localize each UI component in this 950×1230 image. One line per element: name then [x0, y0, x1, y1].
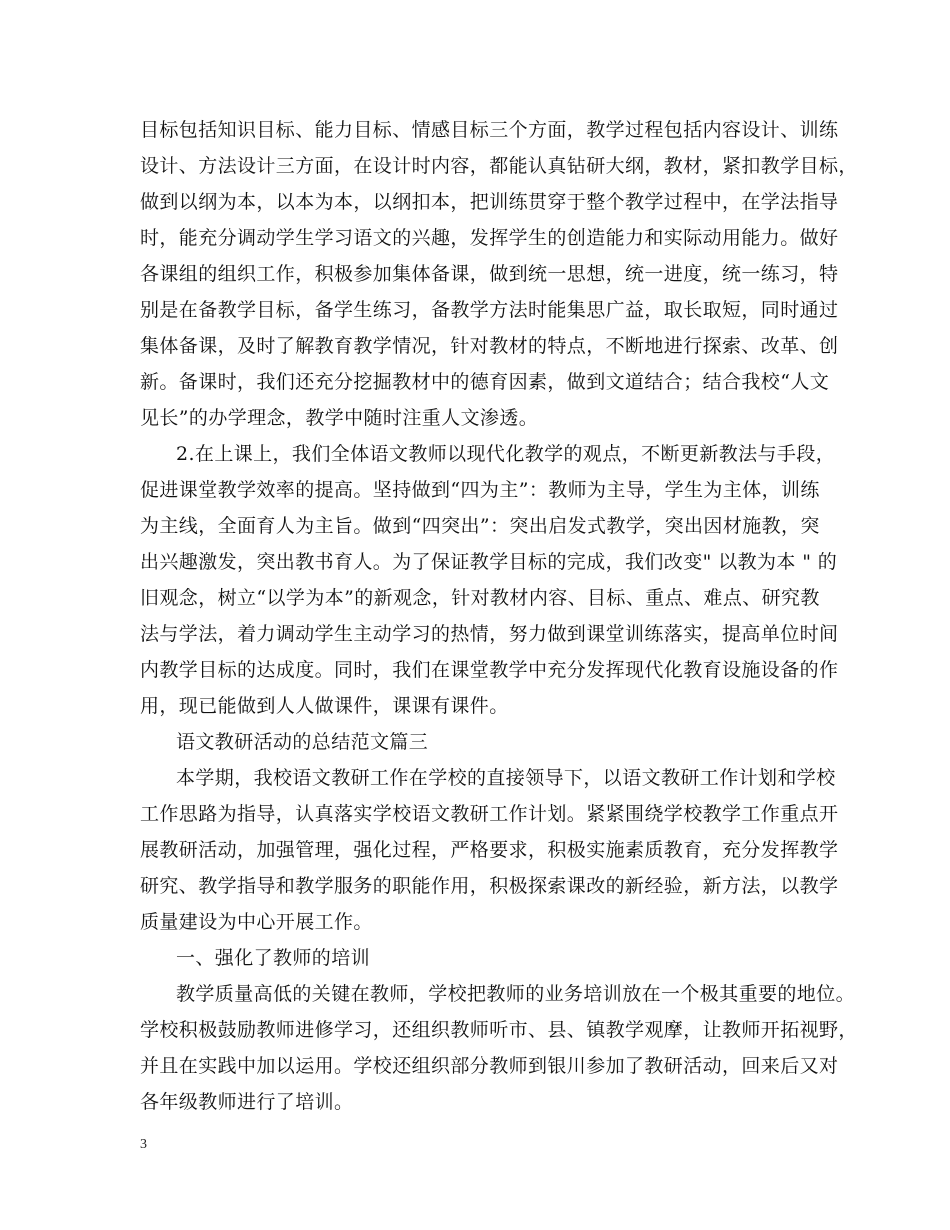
text-line: 旧观念，树立“以学为本”的新观念，针对教材内容、目标、重点、难点、研究教 — [140, 587, 820, 609]
text-line: 出兴趣激发，突出教书育人。为了保证教学目标的完成，我们改变" 以教为本 " 的 — [140, 551, 838, 573]
text-line: 为主线，全面育人为主旨。做到“四突出”：突出启发式教学，突出因材施教，突 — [140, 515, 820, 537]
text-line: 集体备课，及时了解教育教学情况，针对教材的特点，不断地进行探索、改革、创 — [140, 335, 839, 357]
text-line: 各课组的组织工作，积极参加集体备课，做到统一思想，统一进度，统一练习，特 — [140, 263, 839, 285]
section-heading: 语文教研活动的总结范文篇三 — [176, 731, 429, 753]
text-line: 并且在实践中加以运用。学校还组织部分教师到银川参加了教研活动，回来后又对 — [140, 1055, 839, 1077]
paragraph-start-line: 2.在上课上，我们全体语文教师以现代化教学的观点，不断更新教法与手段， — [176, 443, 836, 465]
text-line: 新。备课时，我们还充分挖掘教材中的德育因素，做到文道结合；结合我校“人文 — [140, 371, 830, 393]
text-line: 时，能充分调动学生学习语文的兴趣，发挥学生的创造能力和实际动用能力。做好 — [140, 227, 839, 249]
text-line: 别是在备教学目标，备学生练习，备教学方法时能集思广益，取长取短，同时通过 — [140, 299, 839, 321]
text-line: 促进课堂教学效率的提高。坚持做到“四为主”：教师为主导，学生为主体，训练 — [140, 479, 820, 501]
paragraph-start-line: 教学质量高低的关键在教师，学校把教师的业务培训放在一个极其重要的地位。 — [176, 983, 856, 1005]
text-line: 学校积极鼓励教师进修学习，还组织教师听市、县、镇教学观摩，让教师开拓视野， — [140, 1019, 858, 1041]
text-line: 用，现已能做到人人做课件，课课有课件。 — [140, 695, 509, 717]
text-line: 工作思路为指导，认真落实学校语文教研工作计划。紧紧围绕学校教学工作重点开 — [140, 803, 839, 825]
text-line: 内教学目标的达成度。同时，我们在课堂教学中充分发挥现代化教育设施设备的作 — [140, 659, 839, 681]
page-number: 3 — [140, 1137, 147, 1152]
paragraph-start-line: 本学期，我校语文教研工作在学校的直接领导下，以语文教研工作计划和学校 — [176, 767, 836, 789]
text-line: 研究、教学指导和教学服务的职能作用，积极探索课改的新经验，新方法，以教学 — [140, 875, 839, 897]
text-line: 各年级教师进行了培训。 — [140, 1091, 354, 1113]
text-line: 法与学法，着力调动学生主动学习的热情，努力做到课堂训练落实，提高单位时间 — [140, 623, 839, 645]
subsection-heading: 一、强化了教师的培训 — [176, 947, 371, 969]
text-line: 质量建设为中心开展工作。 — [140, 911, 373, 933]
text-line: 见长”的办学理念，教学中随时注重人文渗透。 — [140, 407, 539, 429]
text-line: 目标包括知识目标、能力目标、情感目标三个方面，教学过程包括内容设计、训练 — [140, 119, 839, 141]
text-line: 设计、方法设计三方面，在设计时内容，都能认真钻研大纲，教材，紧扣教学目标， — [140, 155, 858, 177]
text-line: 展教研活动，加强管理，强化过程，严格要求，积极实施素质教育，充分发挥教学 — [140, 839, 839, 861]
text-line: 做到以纲为本，以本为本，以纲扣本，把训练贯穿于整个教学过程中，在学法指导 — [140, 191, 839, 213]
